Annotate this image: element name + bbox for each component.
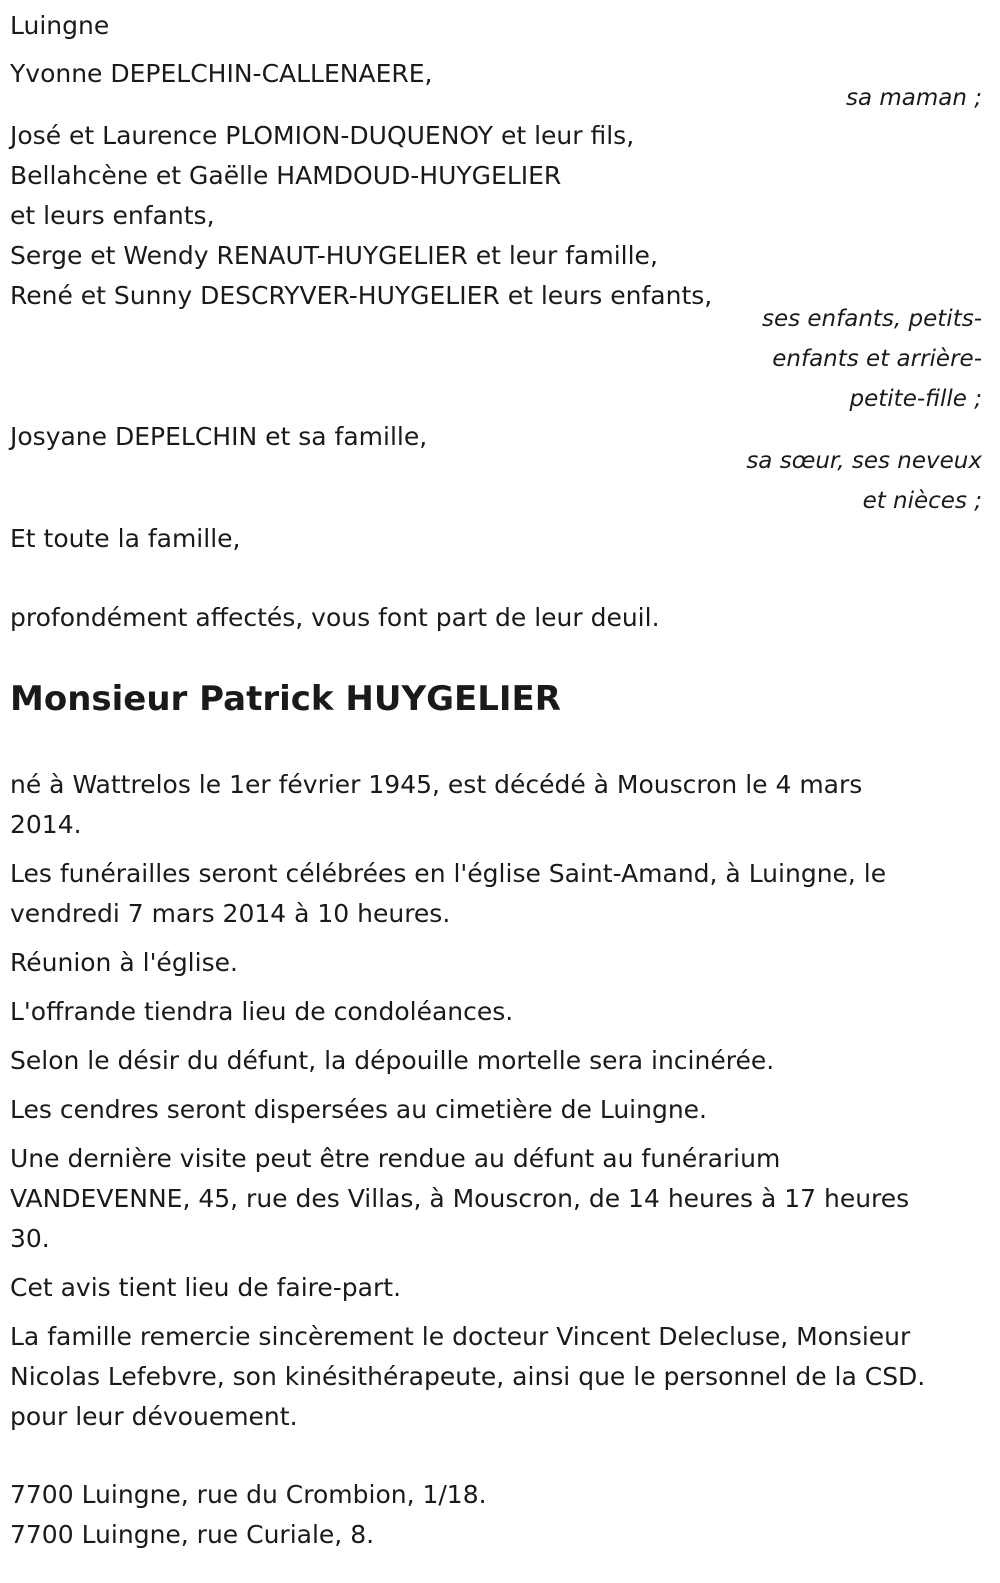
paragraph-line: Réunion à l'église.: [10, 948, 238, 977]
paragraph-line: Nicolas Lefebvre, son kinésithérapeute, ainsi que le personnel de la CSD.: [10, 1362, 926, 1391]
all-family: Et toute la famille,: [10, 524, 241, 553]
mother-name: Yvonne DEPELCHIN-CALLENAERE,: [10, 59, 433, 88]
paragraph-line: 30.: [10, 1224, 50, 1253]
mother-role: sa maman ;: [845, 85, 982, 111]
locality: Luingne: [10, 11, 110, 40]
children-role: petite-fille ;: [849, 386, 982, 412]
children-line: José et Laurence PLOMION-DUQUENOY et leur fils,: [10, 121, 635, 150]
paragraph-line: Les cendres seront dispersées au cimetière de Luingne.: [10, 1095, 707, 1124]
paragraph-line: 2014.: [10, 810, 82, 839]
children-line: et leurs enfants,: [10, 201, 215, 230]
children-role: ses enfants, petits-: [761, 306, 982, 332]
children-role: enfants et arrière-: [772, 346, 982, 372]
intro-text: profondément affectés, vous font part de leur deuil.: [10, 603, 660, 632]
children-line: Serge et Wendy RENAUT-HUYGELIER et leur famille,: [10, 241, 658, 270]
paragraph-line: Une dernière visite peut être rendue au défunt au funérarium: [10, 1144, 781, 1173]
paragraph-line: VANDEVENNE, 45, rue des Villas, à Mouscron, de 14 heures à 17 heures: [10, 1184, 910, 1213]
sister-role: et nièces ;: [862, 488, 982, 514]
paragraph-line: La famille remercie sincèrement le docteur Vincent Delecluse, Monsieur: [10, 1322, 911, 1351]
paragraph-line: L'offrande tiendra lieu de condoléances.: [10, 997, 514, 1026]
paragraph-line: Cet avis tient lieu de faire-part.: [10, 1273, 402, 1302]
paragraph-line: Selon le désir du défunt, la dépouille mortelle sera incinérée.: [10, 1046, 775, 1075]
paragraph-line: né à Wattrelos le 1er février 1945, est décédé à Mouscron le 4 mars: [10, 770, 863, 799]
address-line: 7700 Luingne, rue Curiale, 8.: [10, 1520, 375, 1549]
children-line: Bellahcène et Gaëlle HAMDOUD-HUYGELIER: [10, 161, 562, 190]
paragraph-line: vendredi 7 mars 2014 à 10 heures.: [10, 899, 451, 928]
paragraph-line: Les funérailles seront célébrées en l'église Saint-Amand, à Luingne, le: [10, 859, 887, 888]
deceased-name: Monsieur Patrick HUYGELIER: [10, 679, 561, 719]
sister-role: sa sœur, ses neveux: [746, 448, 982, 474]
sister-name: Josyane DEPELCHIN et sa famille,: [10, 422, 428, 451]
children-line: René et Sunny DESCRYVER-HUYGELIER et leurs enfants,: [10, 281, 713, 310]
paragraph-line: pour leur dévouement.: [10, 1402, 298, 1431]
address-line: 7700 Luingne, rue du Crombion, 1/18.: [10, 1480, 487, 1509]
